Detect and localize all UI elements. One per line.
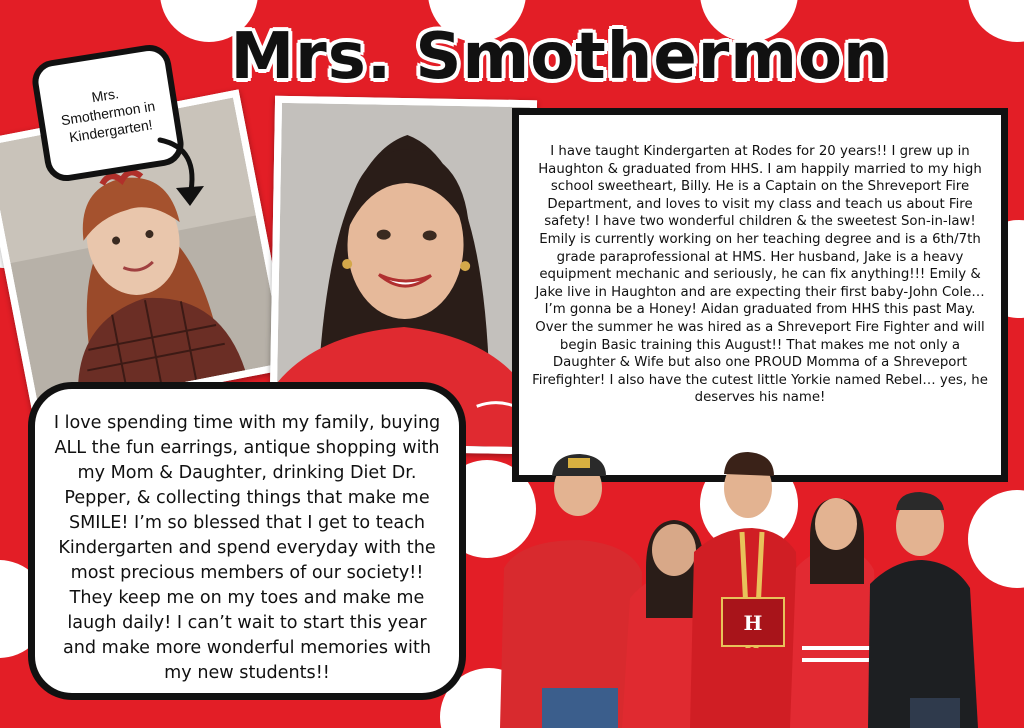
- bio-text-box: [512, 108, 1008, 482]
- curved-arrow-icon: [148, 134, 218, 214]
- polka-dot: [968, 0, 1024, 42]
- family-photo: [490, 448, 1010, 728]
- family-group-illustration: [490, 448, 1010, 728]
- bio-text: I have taught Kindergarten at Rodes for 20 years!! I grew up in Haughton & graduated from HHS. I am happily married to my high school sweetheart, Billy. He is a Captain on the Shreveport Fire Department, and loves to visit my class and teach us about Fire safety! I have two wonderful children & the sweetest Son-in-law! Emily is currently working on her teaching degree and is a 6th/7th grade paraprofessional at HMS. Her husband, Jake is a heavy equipment mechanic and seriously, he can fix anything!!! Emily & Jake live in Haughton and are expecting their first baby-John Cole…I’m gonna be a Honey! Aidan graduated from HHS this past May. Over the summer he was hired as a Shreveport Fire Fighter and will begin Basic training this August!! That makes me not only a Daughter & Wife but also one PROUD Momma of a Shreveport Firefighter! I also have the cutest little Yorkie named Rebel… yes, he deserves his name!: [532, 144, 988, 406]
- kindergarten-caption: Mrs. Smothermon in Kindergarten!: [59, 85, 157, 146]
- diploma-letter: H: [743, 611, 763, 635]
- interests-text: I love spending time with my family, buying ALL the fun earrings, antique shopping with my Mom & Daughter, drinking Diet Dr. Pepper, & collecting things that make me SMILE! I’m so blessed that I get to teach Kindergarten and spend everyday with the most precious members of our society!! They keep me on my toes and make me laugh daily! I can’t wait to start this year and make more wonderful memories with my new students!!: [53, 413, 441, 683]
- interests-text-box: [28, 382, 466, 700]
- family-member: [500, 454, 642, 728]
- family-member: [790, 498, 882, 728]
- page-title: Mrs. Smothermon: [230, 20, 890, 94]
- family-member: [868, 492, 978, 728]
- family-member: [690, 452, 800, 728]
